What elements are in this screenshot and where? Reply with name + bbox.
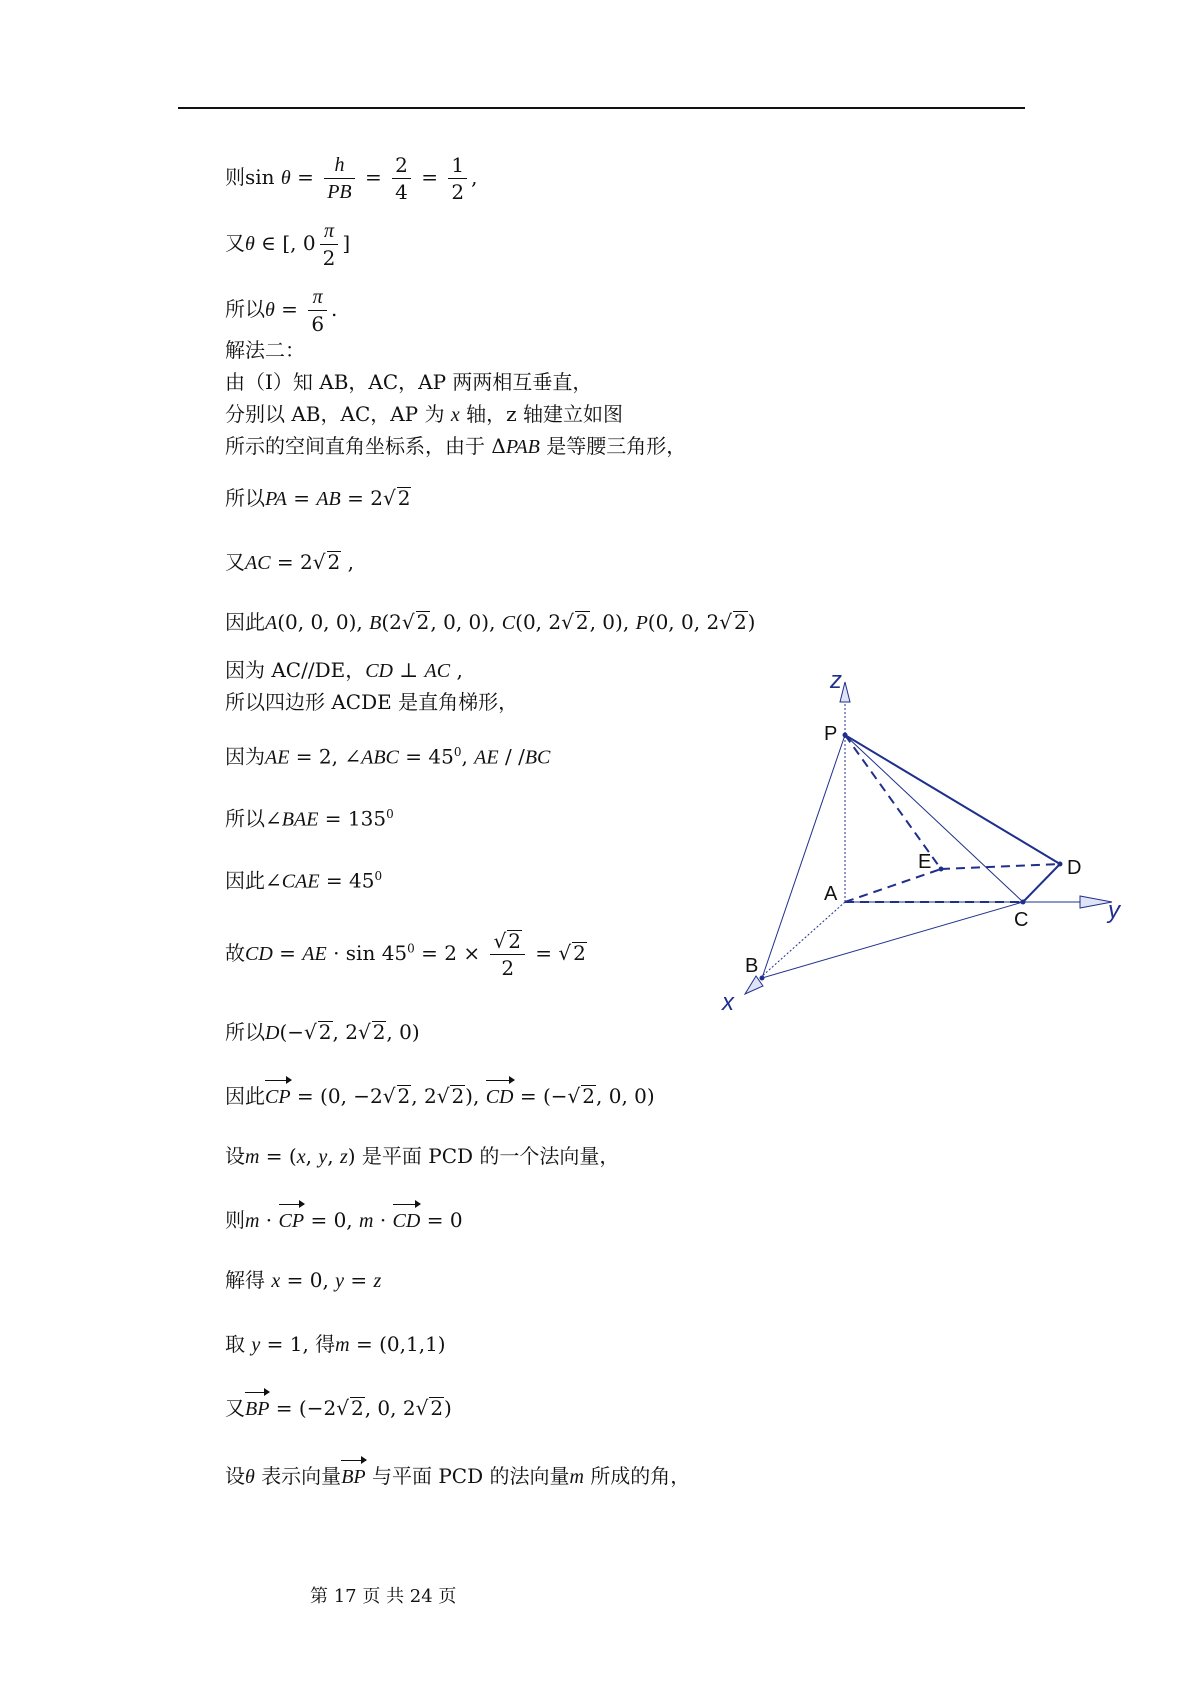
- text: 所示的空间直角坐标系，由于: [225, 434, 485, 458]
- text: 所以: [225, 1020, 265, 1044]
- text: 则: [225, 165, 245, 189]
- edge-pe: [845, 735, 941, 869]
- text: 因此: [225, 610, 265, 634]
- label-c: C: [1014, 909, 1029, 931]
- line-cd: 故CD = AE · $\sin 45^0 = 2$ × $\frac{√ 2}{2}$ = √ 2: [225, 929, 586, 980]
- line-coordinate-system: 所示的空间直角坐标系，由于 ΔPAB 是等腰三角形，: [225, 434, 687, 458]
- page-footer: 第 17 页 共 24 页: [310, 1586, 457, 1607]
- edge-ed: [941, 864, 1060, 869]
- line-take-y: 取 y = 1, 得m = (0,1,1): [225, 1332, 446, 1356]
- text: 因为 AC//DE，: [225, 658, 366, 682]
- line-method-two: 解法二：: [225, 338, 305, 362]
- text: 与平面 PCD 的法向量: [371, 1464, 570, 1488]
- text: 设: [225, 1144, 245, 1168]
- line-ac-de: 因为 AC//DE，CD ⊥ AC ,: [225, 658, 463, 682]
- edge-ae: [845, 869, 941, 902]
- line-normal-vector: 设m = (x, y, z) 是平面 PCD 的一个法向量，: [225, 1144, 620, 1168]
- text: 是等腰三角形，: [546, 434, 687, 458]
- line-theta-value: 所以θ = $\frac{\pi}{6}$ .: [225, 286, 338, 336]
- label-x: x: [722, 989, 734, 1016]
- text: 所以: [225, 486, 265, 510]
- line-bae: 所以∠BAE = $135^0$: [225, 806, 394, 831]
- point-b: [760, 976, 765, 981]
- text: 又: [225, 231, 245, 255]
- line-dot-products: 则m · CP = 0, m · CD = 0: [225, 1208, 463, 1232]
- point-e: [939, 867, 944, 872]
- edge-pc: [845, 735, 1023, 902]
- label-b: B: [745, 955, 759, 977]
- text: 所成的角，: [590, 1464, 691, 1488]
- label-p: P: [824, 723, 838, 745]
- line-axes: 分别以 AB，AC，AP 为 x 轴，z 轴建立如图: [225, 402, 624, 426]
- line-pa-ab: 所以PA = AB = 2√ 2: [225, 486, 411, 510]
- line-angle-def: 设θ 表示向量BP 与平面 PCD 的法向量m 所成的角，: [225, 1464, 691, 1488]
- text: 因此: [225, 868, 265, 893]
- line-perpendicular: 由（Ⅰ）知 AB，AC，AP 两两相互垂直，: [225, 370, 593, 394]
- label-z: z: [830, 667, 842, 694]
- text: 是平面 PCD 的一个法向量，: [361, 1144, 620, 1168]
- text: 又: [225, 1396, 245, 1420]
- edge-pb: [762, 735, 845, 978]
- edge-pd: [845, 735, 1060, 864]
- point-c: [1021, 900, 1026, 905]
- pyramid-figure: [700, 660, 1140, 1040]
- line-bp: 又BP = (−2√ 2, 0, 2√ 2): [225, 1396, 452, 1420]
- text: 得: [315, 1332, 336, 1356]
- line-vectors: 因此CP = (0, −2√ 2, 2√ 2), CD = (−√ 2, 0, 0): [225, 1084, 655, 1108]
- edge-bc: [762, 902, 1023, 978]
- text: 表示向量: [261, 1464, 342, 1488]
- text: 所以: [225, 297, 265, 321]
- line-solve: 解得 x = 0, y = z: [225, 1268, 382, 1292]
- line-ae-angle: 因为AE = 2, ∠ABC = $45^0$, AE / /BC: [225, 744, 551, 769]
- point-d: [1058, 862, 1063, 867]
- text: 因为: [225, 744, 265, 769]
- text: 轴，z 轴建立如图: [466, 402, 624, 426]
- label-y: y: [1108, 897, 1120, 924]
- text: 又: [225, 550, 245, 574]
- line-sin-theta: 则sin θ = $\frac{h}{PB}$ = $\frac{2}{4}$ = $\frac{1}{2}$ ,: [225, 153, 478, 204]
- text: 故: [225, 941, 245, 965]
- text: 取: [225, 1332, 245, 1356]
- line-points: 因此A(0, 0, 0), B(2√ 2, 0, 0), C(0, 2√ 2, 0), P(0, 0, 2√ 2): [225, 610, 756, 634]
- label-e: E: [918, 851, 932, 873]
- line-cae: 因此∠CAE = $45^0$: [225, 868, 383, 893]
- label-d: D: [1067, 857, 1082, 879]
- line-point-d: 所以D(−√ 2, 2√ 2, 0): [225, 1020, 420, 1044]
- edge-cd: [1023, 864, 1060, 902]
- line-theta-range: 又θ ∈ [, 0 $\frac{\pi}{2}$ ]: [225, 220, 351, 270]
- text: 解得: [225, 1268, 265, 1292]
- text: 设: [225, 1464, 245, 1488]
- label-a: A: [824, 883, 838, 905]
- line-ac: 又AC = 2√ 2 ,: [225, 550, 354, 574]
- text: 所以: [225, 806, 265, 831]
- point-p: [843, 733, 848, 738]
- line-trapezoid: 所以四边形 ACDE 是直角梯形，: [225, 690, 519, 714]
- text: 因此: [225, 1084, 265, 1108]
- header-rule: [178, 107, 1025, 109]
- text: 则: [225, 1208, 245, 1232]
- text: 分别以 AB，AC，AP 为: [225, 402, 445, 426]
